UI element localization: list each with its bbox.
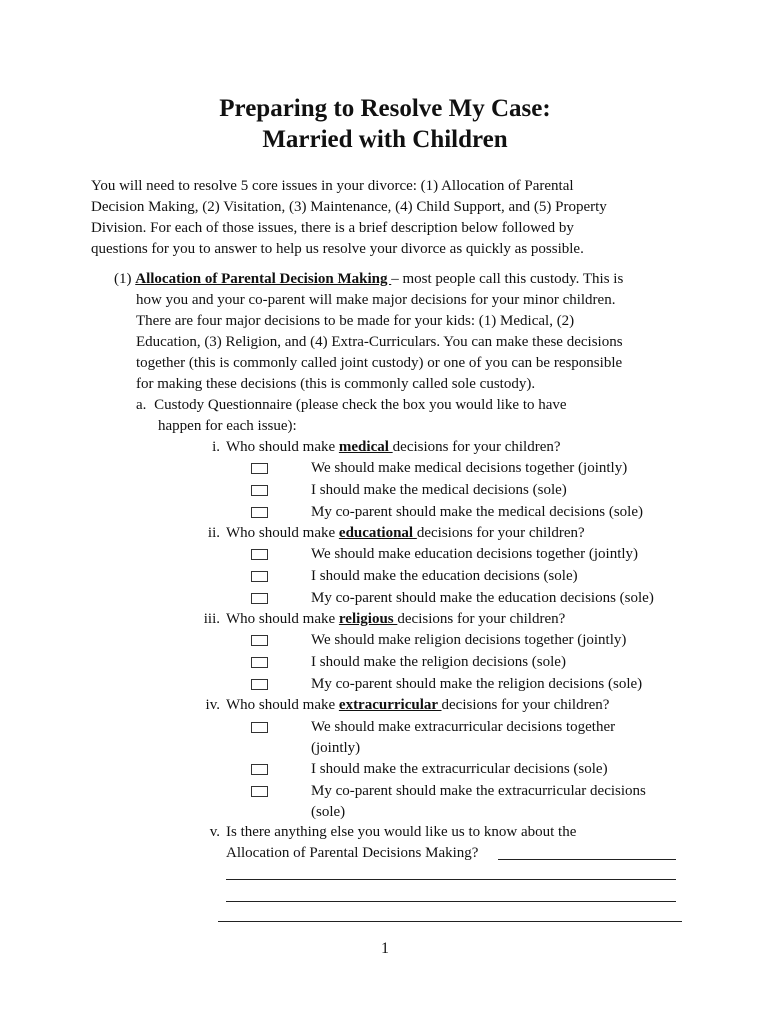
checkbox-extracurricular-joint[interactable]: [251, 722, 268, 733]
checkbox-religion-self[interactable]: [251, 657, 268, 668]
answer-line[interactable]: [498, 859, 676, 860]
page-number: 1: [381, 940, 389, 957]
question-religious: [190, 609, 565, 630]
checkbox-extracurricular-self[interactable]: [251, 764, 268, 775]
option-label: I should make the education decisions (sole): [311, 568, 578, 584]
question-numeral: v.: [209, 824, 220, 840]
question-prefix: Who should make: [226, 611, 339, 627]
option-label: I should make the medical decisions (sole): [311, 482, 567, 498]
intro-line: Division. For each of those issues, there is a brief description below followed by: [91, 220, 574, 236]
answer-line[interactable]: [226, 901, 676, 902]
section-body-line: how you and your co-parent will make major decisions for your minor children.: [136, 292, 616, 308]
checkbox-education-coparent[interactable]: [251, 593, 268, 604]
option-label-cont: (sole): [311, 804, 346, 820]
answer-line[interactable]: [218, 921, 682, 922]
page-title-line2: Married with Children: [262, 126, 508, 153]
checkbox-medical-coparent[interactable]: [251, 507, 268, 518]
intro-line: You will need to resolve 5 core issues in your divorce: (1) Allocation of Parental: [91, 178, 574, 194]
section-body-line: Education, (3) Religion, and (4) Extra-Curriculars. You can make these decisions: [136, 334, 623, 350]
page-title-line1: Preparing to Resolve My Case:: [219, 95, 551, 122]
checkbox-education-self[interactable]: [251, 571, 268, 582]
checkbox-education-joint[interactable]: [251, 549, 268, 560]
option-label: We should make medical decisions together (jointly): [311, 460, 628, 476]
option-label-cont: (jointly): [311, 740, 361, 756]
question-prefix: Who should make: [226, 697, 339, 713]
sub-item-letter: a.: [136, 397, 147, 413]
question-prefix: Who should make: [226, 439, 339, 455]
intro-line: Decision Making, (2) Visitation, (3) Maintenance, (4) Child Support, and (5) Property: [91, 199, 607, 215]
intro-line: questions for you to answer to help us resolve your divorce as quickly as possible.: [91, 241, 584, 257]
option-label: We should make education decisions together (jointly): [311, 546, 639, 562]
checkbox-religion-joint[interactable]: [251, 635, 268, 646]
option-label: I should make the extracurricular decisions (sole): [311, 761, 608, 777]
section-heading: [114, 269, 623, 290]
question-numeral: i.: [212, 439, 220, 455]
question-numeral: ii.: [207, 525, 220, 541]
checkbox-medical-joint[interactable]: [251, 463, 268, 474]
intro-paragraph: [91, 176, 691, 260]
answer-line[interactable]: [226, 879, 676, 880]
question-other: [190, 822, 576, 843]
section-body-line: for making these decisions (this is commonly called sole custody).: [136, 376, 536, 392]
section-title: Allocation of Parental Decision Making: [135, 271, 392, 287]
sub-item-a: [136, 395, 567, 416]
option-label: We should make extracurricular decisions together: [311, 719, 616, 735]
checkbox-medical-self[interactable]: [251, 485, 268, 496]
sub-item-text-cont: happen for each issue):: [158, 418, 297, 434]
question-medical: [190, 437, 561, 458]
question-educational: [190, 523, 585, 544]
question-extracurricular: [190, 695, 609, 716]
question-prefix: Who should make: [226, 525, 339, 541]
question-text: Is there anything else you would like us to know about the: [226, 824, 577, 840]
question-suffix: decisions for your children?: [416, 525, 585, 541]
sub-item-text: Custody Questionnaire (please check the box you would like to have: [154, 397, 567, 413]
section-body-line: There are four major decisions to be made for your kids: (1) Medical, (2): [136, 313, 575, 329]
question-keyword: religious: [338, 611, 398, 627]
section-number: (1): [114, 271, 132, 287]
checkbox-extracurricular-coparent[interactable]: [251, 786, 268, 797]
checkbox-religion-coparent[interactable]: [251, 679, 268, 690]
question-text-cont: Allocation of Parental Decisions Making?: [226, 845, 479, 861]
question-suffix: decisions for your children?: [397, 611, 566, 627]
option-label: My co-parent should make the education decisions (sole): [311, 590, 654, 606]
question-keyword: extracurricular: [338, 697, 442, 713]
section-title-rest: – most people call this custody. This is: [391, 271, 624, 287]
option-label: We should make religion decisions together (jointly): [311, 632, 627, 648]
question-suffix: decisions for your children?: [441, 697, 610, 713]
question-suffix: decisions for your children?: [392, 439, 561, 455]
option-label: My co-parent should make the religion decisions (sole): [311, 676, 643, 692]
question-keyword: medical: [338, 439, 393, 455]
option-label: My co-parent should make the extracurricular decisions: [311, 783, 646, 799]
question-keyword: educational: [338, 525, 417, 541]
question-numeral: iv.: [205, 697, 220, 713]
section-body-line: together (this is commonly called joint custody) or one of you can be responsible: [136, 355, 623, 371]
option-label: My co-parent should make the medical decisions (sole): [311, 504, 643, 520]
option-label: I should make the religion decisions (sole): [311, 654, 566, 670]
question-numeral: iii.: [203, 611, 220, 627]
